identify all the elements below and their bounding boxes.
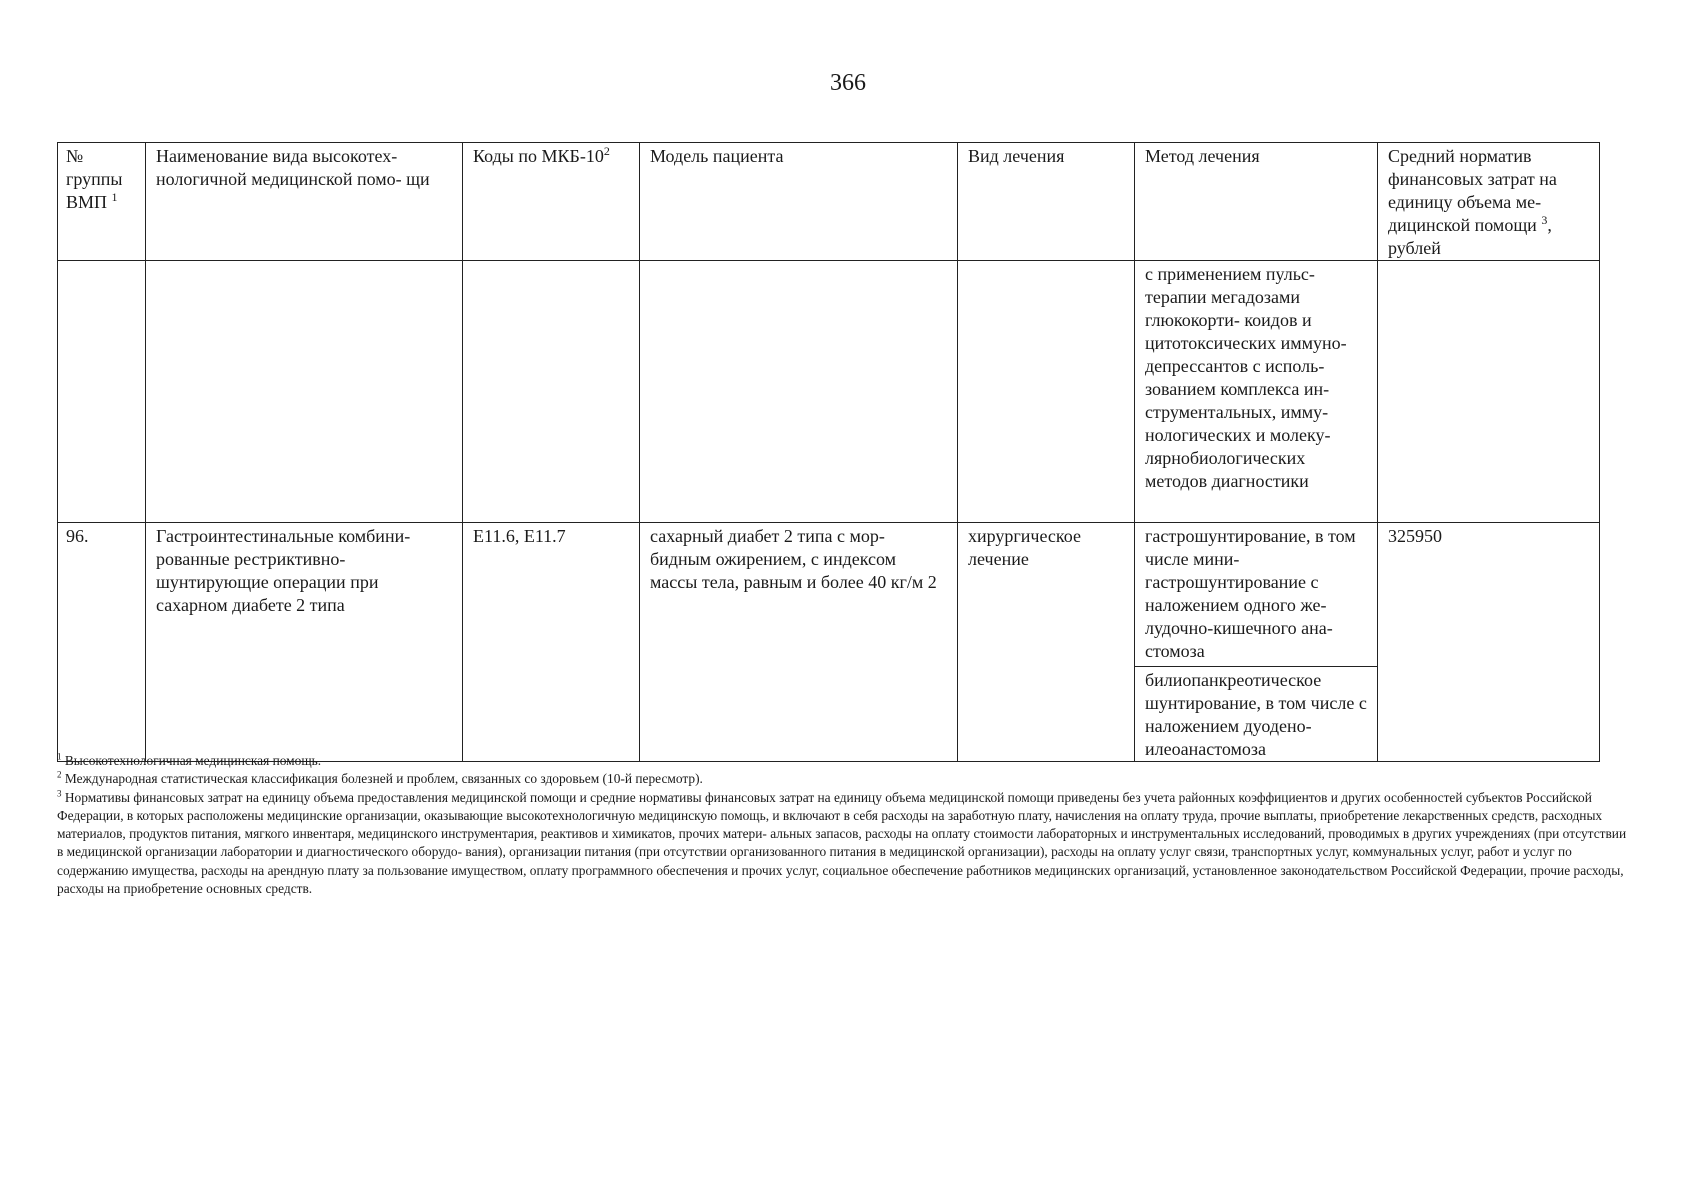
cell-empty <box>463 261 640 523</box>
header-patient-model: Модель пациента <box>640 143 958 261</box>
cell-empty <box>58 261 146 523</box>
cell-empty <box>146 261 463 523</box>
footnote: $^3$ Нормативы финансовых затрат на единицу объема предоставления медицинской помощи и средние нормативы финансовых затрат на единицу объема медицинской помощи приведены без учета районных коэффициентов и других особенностей субъектов Российской Федерации, в которых расположены медицинские организации, оказывающие высокотехнологичную медицинскую помощь, и включают в себя расходы на заработную плату, начисления на оплату труда, прочие выплаты, приобретение лекарственных средств, расходных материалов, продуктов питания, мягкого инвентаря, медицинского инструментария, реактивов и химикатов, прочих матери- альных запасов, расходы на оплату стоимости лабораторных и инструментальных исследований, проводимых в других учреждениях (при отсутствии в медицинской организации лаборатории и диагностического оборудо- вания), организации питания (при отсутствии организованного питания в медицинской организации), расходы на оплату услуг связи, транспортных услуг, коммунальных услуг, работ и услуг по содержанию имущества, расходы на арендную плату за пользование имуществом, оплату программного обеспечения и прочих услуг, социальное обеспечение работников медицинских организаций, установленное законодательством Российской Федерации, прочие расходы, расходы на приобретение основных средств. <box>57 788 1627 897</box>
cell-method: гастрошунтирование, в том числе мини- гастрошунтирование с наложением одного же- лудочно-кишечного ана- стомоза <box>1135 523 1378 667</box>
table-row <box>58 261 1600 523</box>
cell-treatment-type: хирургическое лечение <box>958 523 1135 762</box>
vmp-table <box>57 142 1600 762</box>
footnote: $^1$ Высокотехнологичная медицинская помощь. <box>57 751 322 768</box>
header-name: Наименование вида высокотех- нологичной медицинской помо- щи <box>146 143 463 261</box>
footnotes <box>57 752 1627 898</box>
cell-empty <box>958 261 1135 523</box>
cell-patient-model: сахарный диабет 2 типа с мор- бидным ожирением, с индексом массы тела, равным и более 40 кг/м 2 <box>640 523 958 762</box>
cell-method: билиопанкреотическое шунтирование, в том числе с наложением дуодено-илеоанастомоза <box>1135 667 1378 762</box>
cell-name: Гастроинтестинальные комбини- рованные рестриктивно- шунтирующие операции при сахарном диабете 2 типа <box>146 523 463 762</box>
header-codes: Коды по МКБ-$10^2$ <box>463 143 640 261</box>
cell-empty <box>640 261 958 523</box>
cell-method: с применением пульс- терапии мегадозами глюкокорти- коидов и цитотоксических иммуно- депрессантов с исполь- зованием комплекса ин- струментальных, имму- нологических и молеку- лярнобиологических методов диагностики <box>1135 261 1378 523</box>
cell-cost: 325950 <box>1378 523 1600 762</box>
header-group-no: № группы ВМП $^1$ <box>58 143 146 261</box>
table-header-row <box>58 143 1600 261</box>
cell-codes: E11.6, E11.7 <box>463 523 640 762</box>
header-method: Метод лечения <box>1135 143 1378 261</box>
header-treatment-type: Вид лечения <box>958 143 1135 261</box>
table-row <box>58 523 1600 667</box>
footnote: $^2$ Международная статистическая классификация болезней и проблем, связанных со здоровьем (10-й пересмотр). <box>57 769 703 787</box>
header-cost: Средний норматив финансовых затрат на единицу объема ме- дицинской помощи $^3$, рублей <box>1378 143 1600 261</box>
cell-empty <box>1378 261 1600 523</box>
page-number: 366 <box>830 70 866 96</box>
cell-group-no: 96. <box>58 523 146 762</box>
